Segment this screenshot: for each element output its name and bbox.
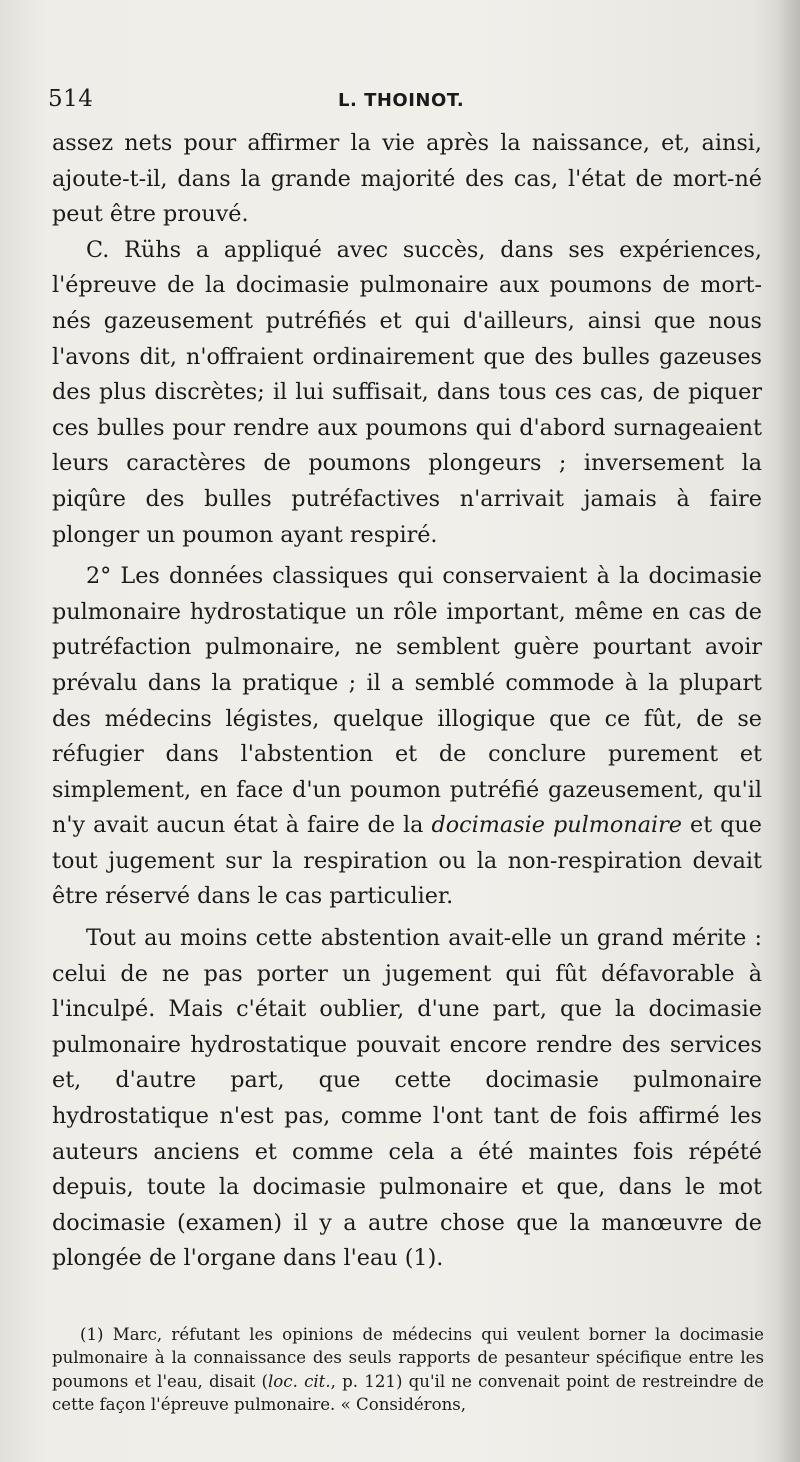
paragraph-3 [52,559,762,915]
paragraph-1: assez nets pour affirmer la vie après la naissance, et, ainsi, ajoute-t-il, dans la grande majorité des cas, l'état de mort-né peut être prouvé. [52,130,762,228]
page-edge-shadow [778,0,800,1462]
paragraph-3-text-b: et que tout jugement sur la respiration ou la non-respiration devait être réservé dans le cas particulier. [52,812,762,910]
footnote-text-a: (1) Marc, réfutant les opinions de médecins qui veulent borner la docimasie pulmonaire à la connaissance des seuls rapports de pesanteur spécifique entre les poumons et l'eau, disait ( [52,1325,764,1391]
footnote-italic: loc. cit. [267,1371,331,1391]
footnote [52,1323,764,1416]
body-text [52,126,762,1277]
paragraph-2: C. Rühs a appliqué avec succès, dans ses expériences, l'épreuve de la docimasie pulmonaire aux poumons de mort-nés gazeusement putréfiés et qui d'ailleurs, ainsi que nous l'avons dit, n'offraient ordinairement que des bulles gazeuses des plus discrètes; il lui suffisait, dans tous ces cas, de piquer ces bulles pour rendre aux poumons qui d'abord surnageaient leurs caractères de poumons plongeurs ; inversement la piqûre des bulles putréfactives n'arrivait jamais à faire plonger un poumon ayant respiré. [52,236,762,548]
paragraph-3-text-a: 2° Les données classiques qui conservaient à la docimasie pulmonaire hydrostatique un rôle important, même en cas de putréfaction pulmonaire, ne semblent guère pourtant avoir prévalu dans la pratique ; il a semblé commode à la plupart des médecins légistes, quelque illogique que ce fût, de se réfugier dans l'abstention et de conclure purement et simplement, en face d'un poumon putréfié gazeusement, qu'il n'y avait aucun état à faire de la [52,563,762,839]
running-head: L. THOINOT. [338,90,465,111]
footnote-text-b: , p. 121) qu'il ne convenait point de restreindre de cette façon l'épreuve pulmonaire. « Considérons, [52,1371,764,1414]
paragraph-3-italic: docimasie pulmonaire [431,812,682,839]
page-number: 514 [48,86,94,112]
paragraph-4: Tout au moins cette abstention avait-elle un grand mérite : celui de ne pas porter un jugement qui fût défavorable à l'inculpé. Mais c'était oublier, d'une part, que la docimasie pulmonaire hydrostatique pouvait encore rendre des services et, d'autre part, que cette docimasie pulmonaire hydrostatique n'est pas, comme l'ont tant de fois affirmé les auteurs anciens et comme cela a été maintes fois répété depuis, toute la docimasie pulmonaire et que, dans le mot docimasie (examen) il y a autre chose que la manœuvre de plongée de l'organe dans l'eau (1). [52,925,762,1272]
